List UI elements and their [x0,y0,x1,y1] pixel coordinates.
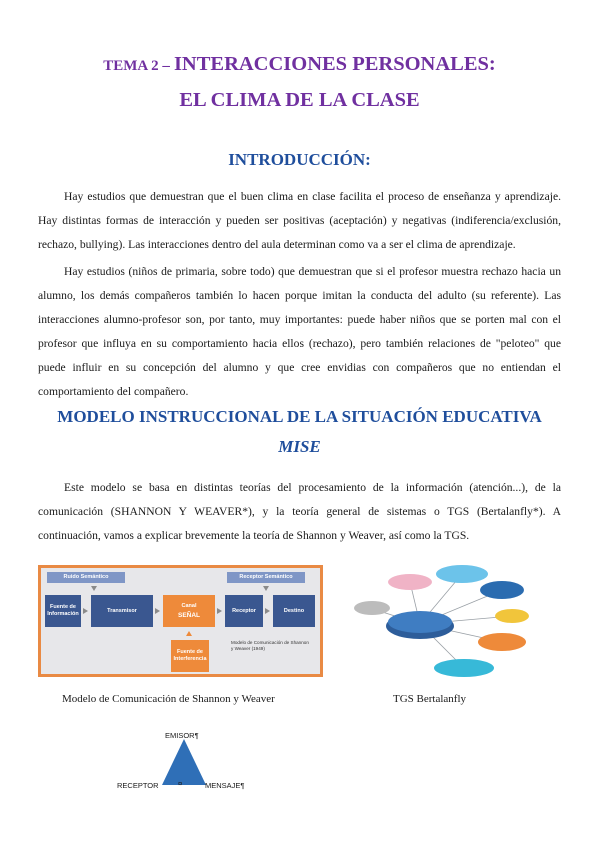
title-main-line2: EL CLIMA DE LA CLASE [179,89,420,111]
receptor-label: Receptor [232,607,256,614]
arrow-right-icon [155,608,160,614]
title-main-line1: INTERACCIONES PERSONALES: [173,53,496,75]
arrow-down-icon [263,586,269,591]
receptor-semantico-box: Receptor Semántico [227,572,305,583]
triangle-mensaje-label: MENSAJE¶ [205,781,245,790]
arrow-right-icon [217,608,222,614]
arrow-right-icon [265,608,270,614]
transmisor-label: Transmisor [107,607,137,614]
interferencia-box: Fuente de Interferencia [171,640,209,672]
triangle-center-mark: ¤ [178,779,183,788]
modelo-heading-text: MODELO INSTRUCCIONAL DE LA SITUACIÓN EDUCATIVA [57,407,542,426]
triangle-emisor-label: EMISOR¶ [165,731,199,740]
diagram-note: Modelo de Comunicación de Shannon y Weaver (1949) [231,640,309,651]
fuente-box: Fuente de Información [45,595,81,627]
caption-shannon: Modelo de Comunicación de Shannon y Weaver [62,693,275,705]
arrow-up-icon [186,631,192,636]
canal-box [163,595,215,627]
title-prefix: TEMA 2 – [103,58,170,74]
arrow-right-icon [83,608,88,614]
shannon-weaver-diagram [38,565,323,677]
senal-label: SEÑAL [177,612,201,619]
ruido-semantico-box: Ruido Semántico [47,572,125,583]
destino-label: Destino [283,607,305,614]
page-title [0,48,599,118]
canal-label: Canal [181,603,197,609]
triangle-receptor-label: RECEPTOR [117,781,159,790]
communication-triangle [160,737,208,787]
modelo-paragraph: Este modelo se basa en distintas teorías del procesamiento de la información (atención...), de la comunicación (SHANNON Y WEAVER*), y la teoría general de sistemas o TGS (Bertalanfly*). A continuación, vamos a explicar brevemente la teoría de Shannon y Weaver, así como la TGS. [38,481,561,542]
destino-box [273,595,315,627]
tgs-network-graphic [352,560,530,680]
title-line1 [0,48,599,82]
intro-paragraph-2: Hay estudios (niños de primaria, sobre todo) que demuestran que si el profesor muestra rechazo hacia un alumno, los demás compañeros también lo hacen porque imitan la conducta del adulto (su referente). Las interacciones alumno-profesor son, por tanto, muy importantes: puede haber niños que se porten mal con el profesor que influya en su comportamiento hacia ellos (rechazo), pero también relaciones de "peloteo" que puede influir en su concepción del alumno y que cree envidias con compañeros que no entiendan el comportamiento del compañero. [38,265,561,398]
transmisor-box [91,595,153,627]
modelo-subheading: MISE [278,437,321,456]
arrow-down-icon [91,586,97,591]
receptor-box [225,595,263,627]
intro-heading: INTRODUCCIÓN: [228,150,371,169]
caption-tgs: TGS Bertalanfly [393,693,467,705]
modelo-heading [0,402,599,462]
intro-paragraph-1: Hay estudios que demuestran que el buen clima en clase facilita el proceso de enseñanza y aprendizaje. Hay distintas formas de interacción y pueden ser positivas (aceptación) y negativas (indiferencia/exclusión, rechazo, bullying). Las interacciones dentro del aula determinan como va a ser el clima de aprendizaje. [38,190,561,251]
